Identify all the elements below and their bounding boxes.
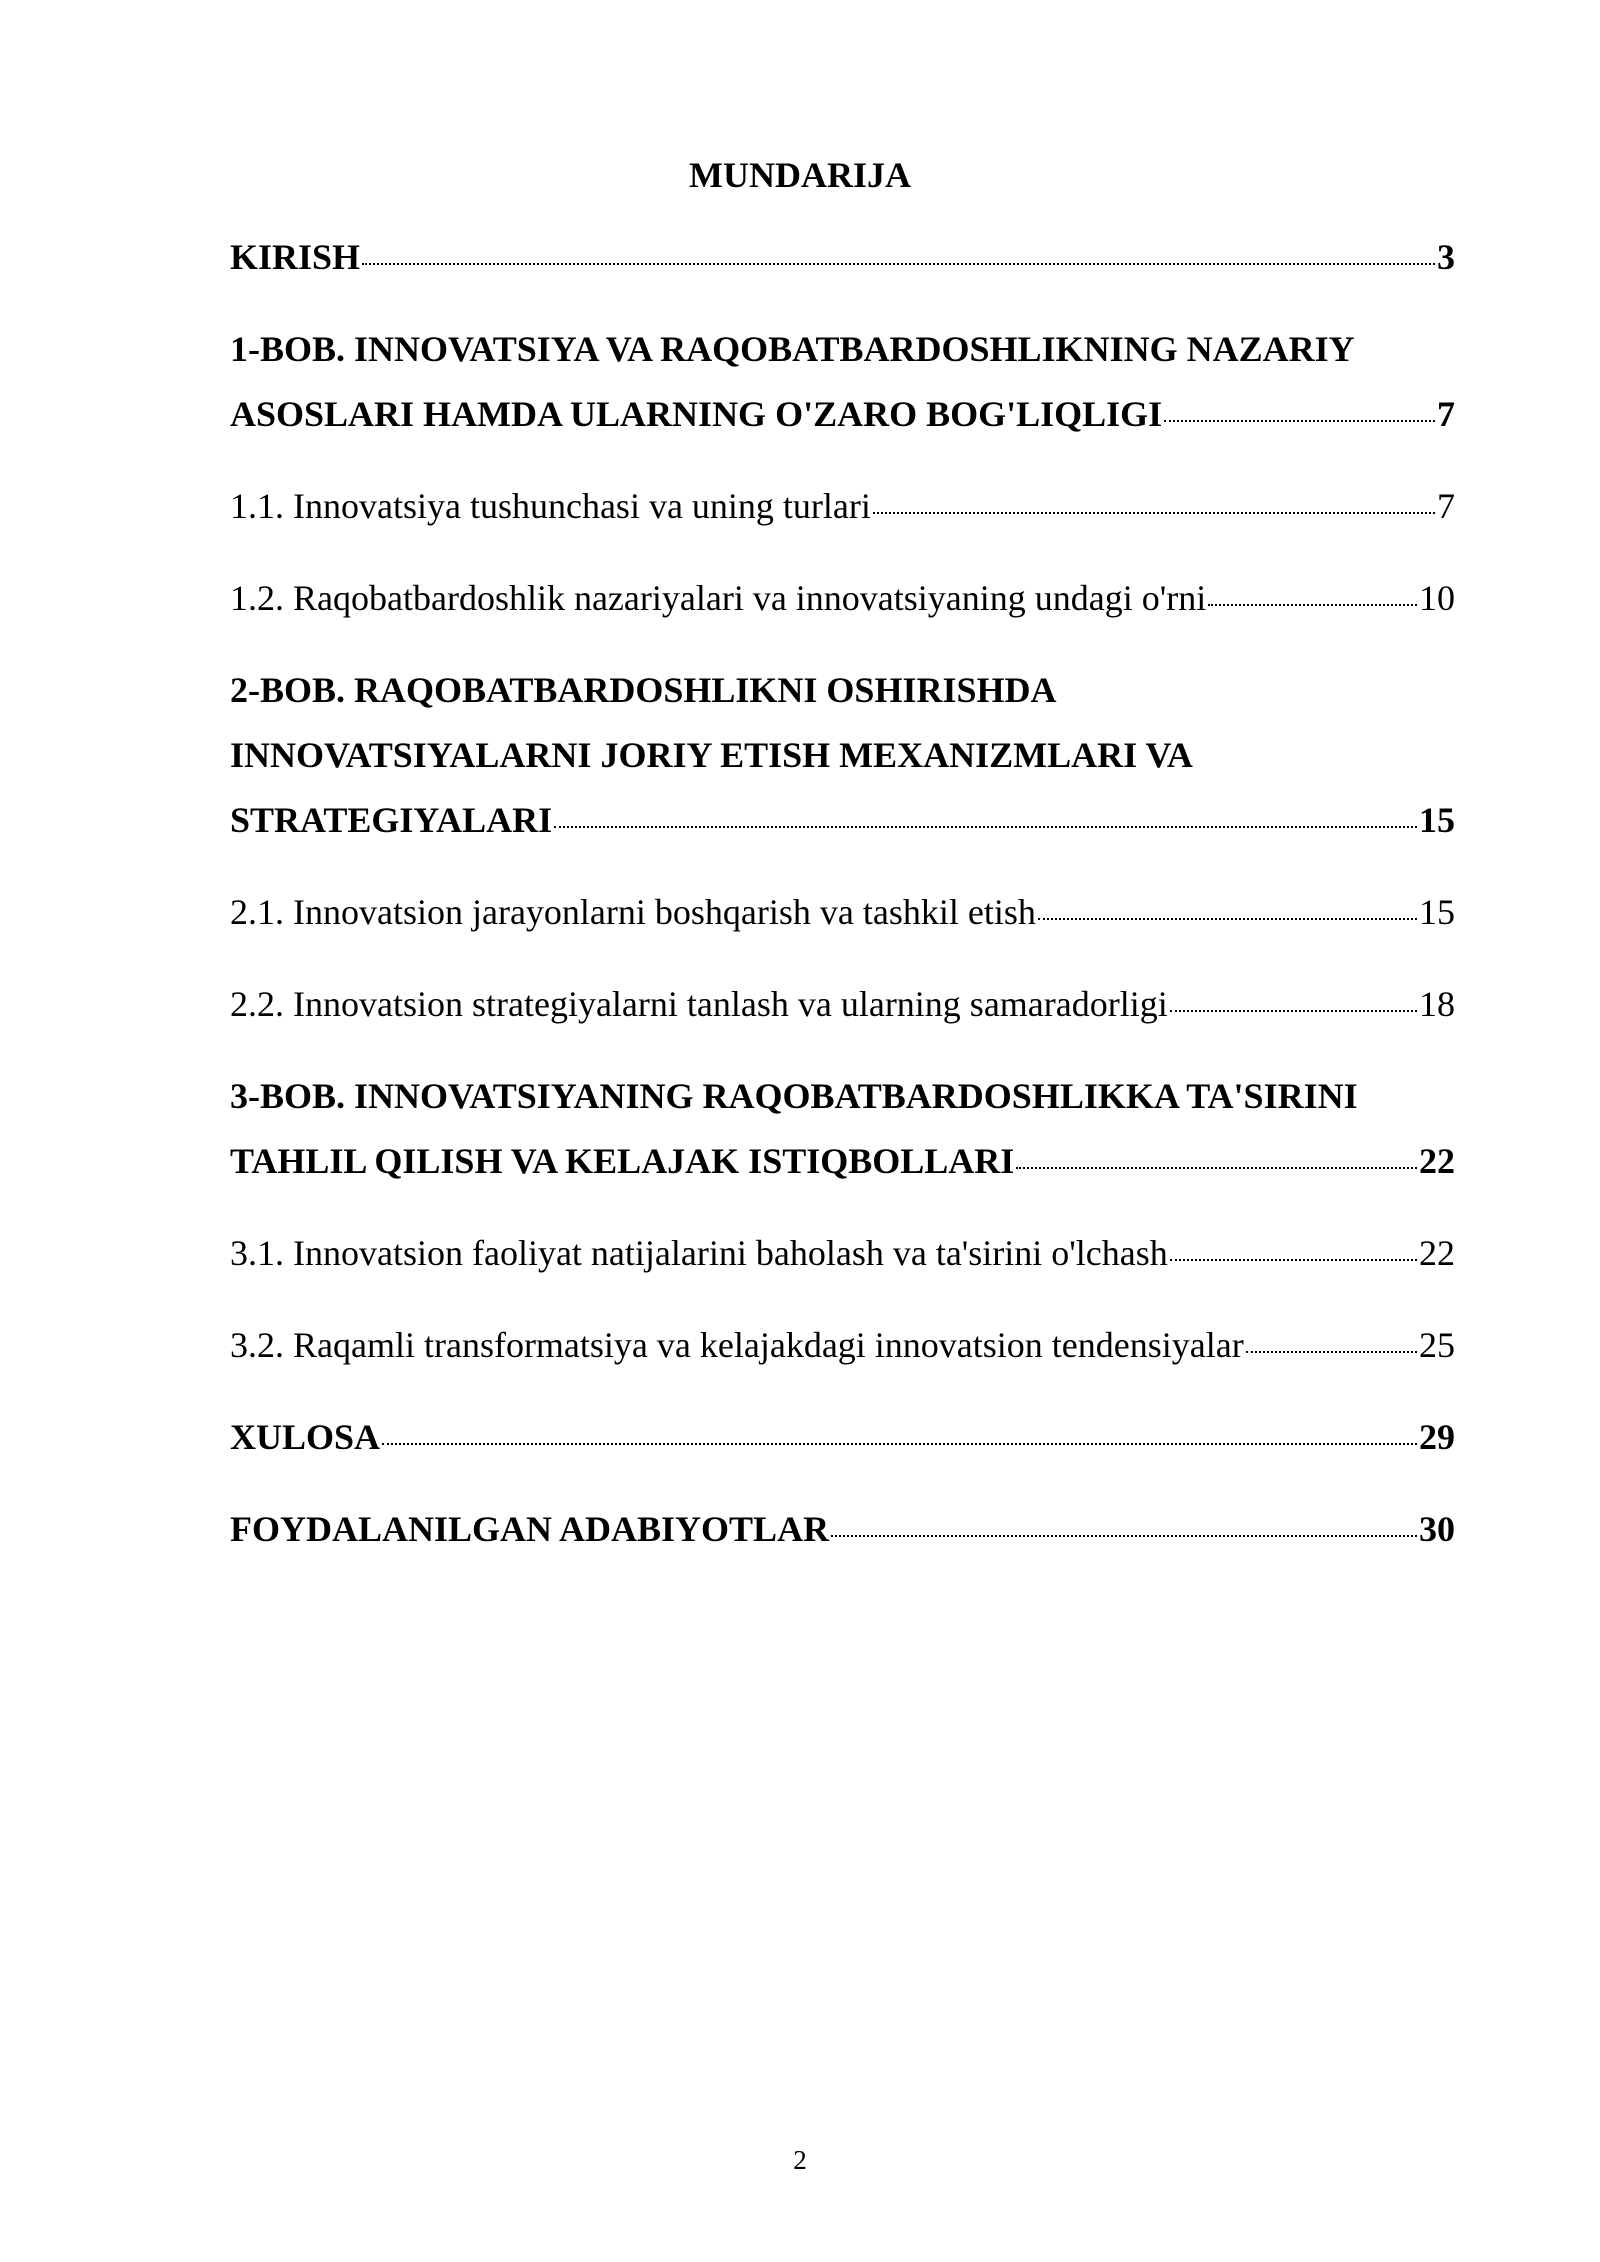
- toc-entry-label: 3.2. Raqamli transformatsiya va kelajakdagi innovatsion tendensiyalar: [230, 1325, 1244, 1365]
- dot-leader: [1164, 420, 1435, 422]
- table-of-contents: [230, 225, 1455, 1562]
- toc-entry-label: 1.2. Raqobatbardoshlik nazariyalari va innovatsiyaning undagi o'rni: [230, 578, 1207, 618]
- toc-page-number: 15: [1419, 800, 1455, 840]
- toc-page-number: 18: [1419, 984, 1455, 1024]
- dot-leader: [1170, 1259, 1417, 1261]
- dot-leader: [1170, 1010, 1417, 1012]
- page-number: 2: [793, 2145, 807, 2175]
- toc-entry-label: 2.1. Innovatsion jarayonlarni boshqarish va tashkil etish: [230, 892, 1036, 932]
- toc-entry-section-1-1[interactable]: [230, 474, 1455, 539]
- toc-entry-label: XULOSA: [230, 1417, 381, 1457]
- toc-page-number: 7: [1437, 394, 1455, 434]
- toc-entry-chapter-3[interactable]: [230, 1064, 1455, 1194]
- toc-entry-label: KIRISH: [230, 237, 361, 277]
- toc-page-number: 10: [1419, 578, 1455, 618]
- toc-page-number: 30: [1419, 1509, 1455, 1549]
- dot-leader: [1016, 1167, 1417, 1169]
- dot-leader: [382, 1443, 1417, 1445]
- dot-leader: [554, 826, 1417, 828]
- toc-entry-section-1-2[interactable]: [230, 566, 1455, 631]
- toc-entry-label: 3.1. Innovatsion faoliyat natijalarini baholash va ta'sirini o'lchash: [230, 1233, 1168, 1273]
- toc-page-number: 25: [1419, 1325, 1455, 1365]
- dot-leader: [1246, 1351, 1417, 1353]
- toc-entry-section-3-1[interactable]: [230, 1221, 1455, 1286]
- toc-entry-label: ASOSLARI HAMDA ULARNING O'ZARO BOG'LIQLIGI: [230, 394, 1163, 434]
- dot-leader: [362, 263, 1435, 265]
- toc-entry-label: 1.1. Innovatsiya tushunchasi va uning turlari: [230, 486, 871, 526]
- toc-entry-xulosa[interactable]: [230, 1405, 1455, 1470]
- toc-entry-label: 2-BOB. RAQOBATBARDOSHLIKNI OSHIRISHDA: [230, 670, 1057, 710]
- toc-entry-label: TAHLIL QILISH VA KELAJAK ISTIQBOLLARI: [230, 1141, 1015, 1181]
- toc-entry-kirish[interactable]: [230, 225, 1455, 290]
- toc-entry-chapter-2[interactable]: [230, 658, 1455, 853]
- toc-entry-adabiyotlar[interactable]: [230, 1497, 1455, 1562]
- toc-page-number: 29: [1419, 1417, 1455, 1457]
- toc-page-number: 22: [1419, 1233, 1455, 1273]
- toc-entry-label: 1-BOB. INNOVATSIYA VA RAQOBATBARDOSHLIKNING NAZARIY: [230, 329, 1355, 369]
- dot-leader: [873, 512, 1435, 514]
- toc-entry-label: 2.2. Innovatsion strategiyalarni tanlash va ularning samaradorligi: [230, 984, 1168, 1024]
- toc-entry-chapter-1[interactable]: [230, 317, 1455, 447]
- dot-leader: [1208, 604, 1417, 606]
- toc-page-number: 7: [1437, 486, 1455, 526]
- toc-page-number: 22: [1419, 1141, 1455, 1181]
- toc-page-number: 15: [1419, 892, 1455, 932]
- toc-entry-label: INNOVATSIYALARNI JORIY ETISH MEXANIZMLARI VA: [230, 735, 1193, 775]
- toc-entry-label: FOYDALANILGAN ADABIYOTLAR: [230, 1509, 830, 1549]
- toc-page-number: 3: [1437, 237, 1455, 277]
- toc-entry-label: STRATEGIYALARI: [230, 800, 553, 840]
- toc-entry-section-3-2[interactable]: [230, 1313, 1455, 1378]
- dot-leader: [831, 1535, 1417, 1537]
- toc-title: MUNDARIJA: [689, 155, 911, 195]
- toc-entry-label: 3-BOB. INNOVATSIYANING RAQOBATBARDOSHLIKKA TA'SIRINI: [230, 1076, 1358, 1116]
- toc-entry-section-2-2[interactable]: [230, 972, 1455, 1037]
- dot-leader: [1038, 918, 1417, 920]
- toc-entry-section-2-1[interactable]: [230, 880, 1455, 945]
